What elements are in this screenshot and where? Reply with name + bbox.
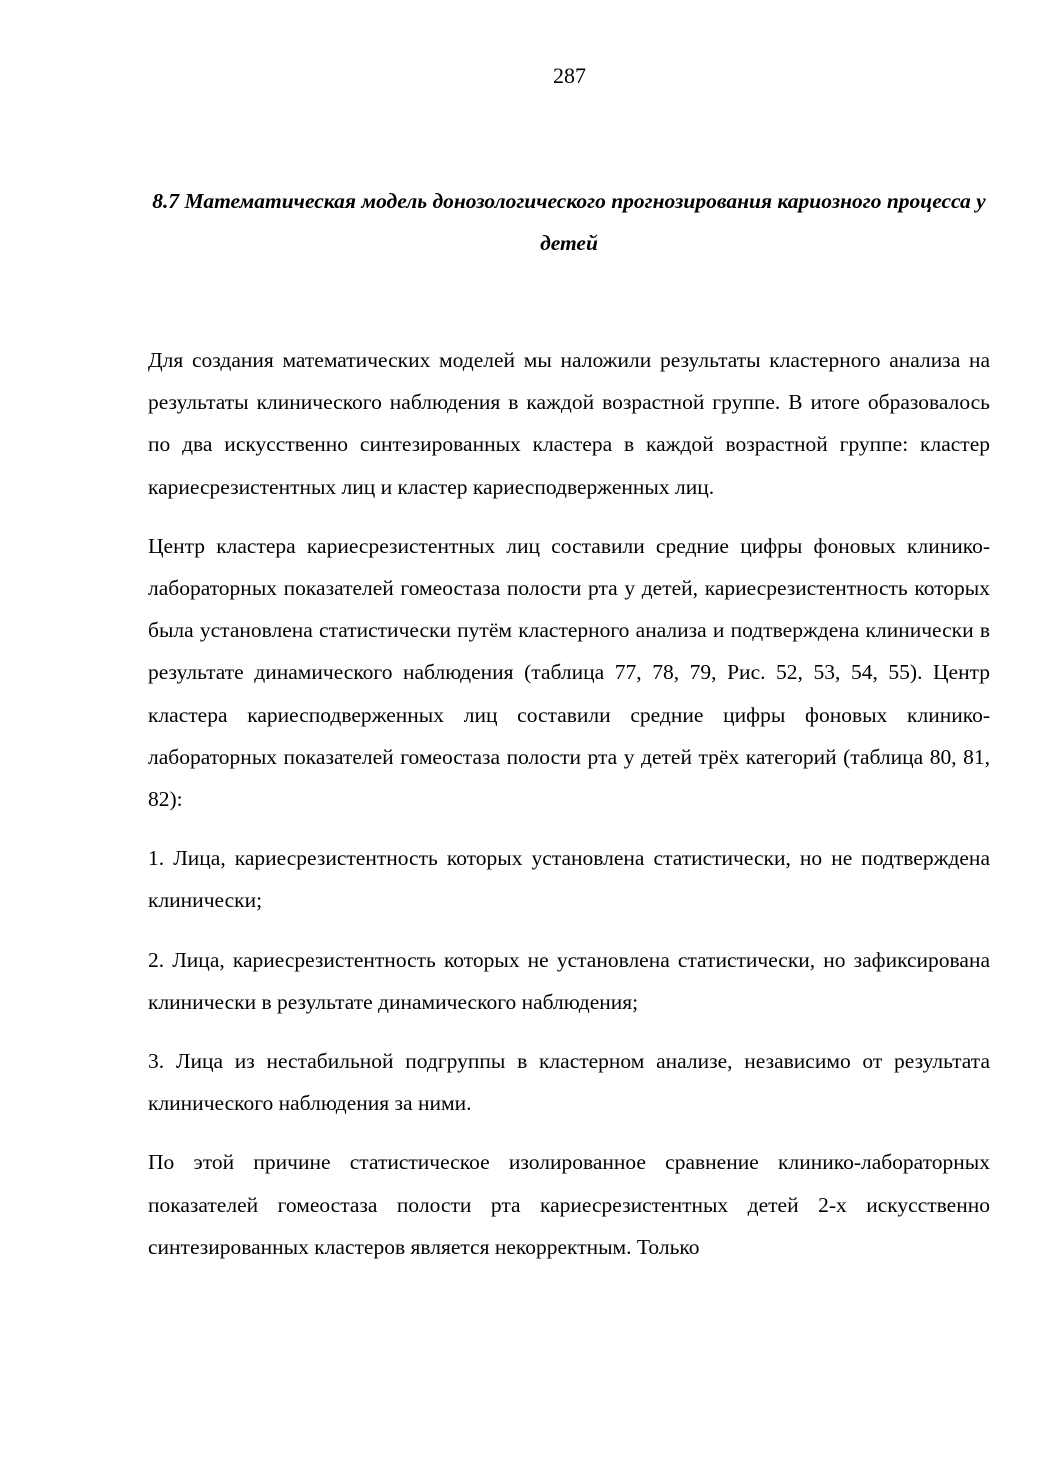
body-text — [148, 339, 990, 1285]
paragraph-conclusion: По этой причине статистическое изолированное сравнение клинико-лабораторных показателей гомеостаза полости рта кариесрезистентных детей 2-х искусственно синтезированных кластеров является некорректным. Только — [148, 1150, 990, 1259]
paragraph-category-3: 3. Лица из нестабильной подгруппы в кластерном анализе, независимо от результата клинического наблюдения за ними. — [148, 1049, 990, 1116]
paragraph-category-2: 2. Лица, кариесрезистентность которых не установлена статистически, но зафиксирована клинически в результате динамического наблюдения; — [148, 947, 990, 1014]
section-title: 8.7 Математическая модель донозологического прогнозирования кариозного процесса у детей — [152, 189, 986, 255]
paragraph-intro: Для создания математических моделей мы наложили результаты кластерного анализа на результаты клинического наблюдения в каждой возрастной группе. В итоге образовалось по два искусственно синтезированных кластера в каждой возрастной группе: кластер кариесрезистентных лиц и кластер кариесподверженных лиц. — [148, 348, 990, 499]
paragraph-cluster-centers: Центр кластера кариесрезистентных лиц составили средние цифры фоновых клинико-лабораторных показателей гомеостаза полости рта у детей, кариесрезистентность которых была установлена статистически путём кластерного анализа и подтверждена клинически в результате динамического наблюдения (таблица 77, 78, 79, Рис. 52, 53, 54, 55). Центр кластера кариесподверженных лиц составили средние цифры фоновых клинико-лабораторных показателей гомеостаза полости рта у детей трёх категорий (таблица 80, 81, 82): — [148, 533, 990, 812]
paragraph-category-1: 1. Лица, кариесрезистентность которых установлена статистически, но не подтверждена клинически; — [148, 846, 990, 913]
page-number: 287 — [553, 63, 586, 88]
